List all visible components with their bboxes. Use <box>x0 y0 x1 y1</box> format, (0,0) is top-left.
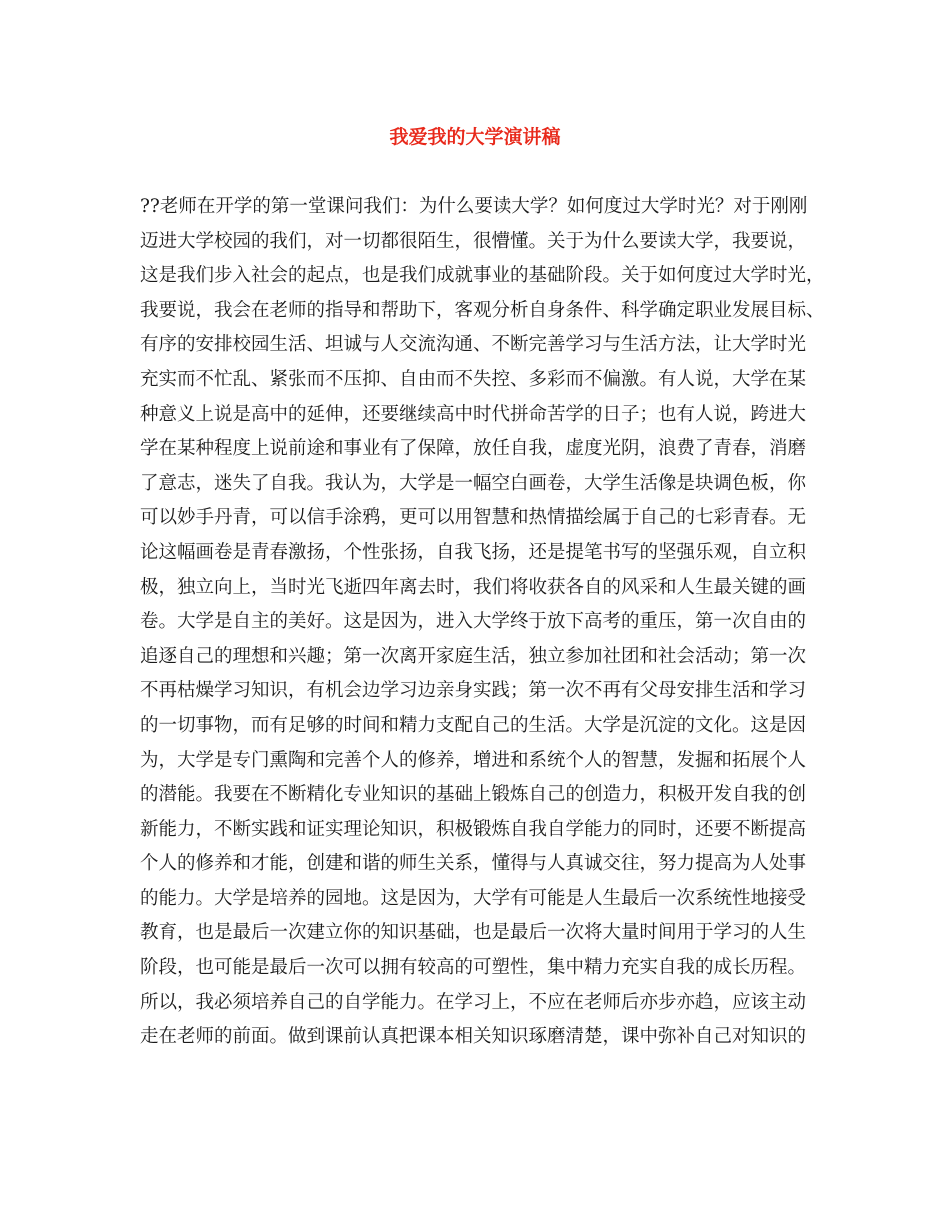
body-line: 的能力。大学是培养的园地。这是因为，大学有可能是人生最后一次系统性地接受 <box>140 887 807 909</box>
body-line: ??老师在开学的第一堂课问我们：为什么要读大学？如何度过大学时光？对于刚刚 <box>140 196 808 217</box>
document-title: 我爱我的大学演讲稿 <box>389 126 561 148</box>
body-line: 了意志，迷失了自我。我认为，大学是一幅空白画卷，大学生活像是块调色板，你 <box>140 472 807 494</box>
body-line: 学在某种程度上说前途和事业有了保障，放任自我，虚度光阴，浪费了青春，消磨 <box>140 438 807 460</box>
body-line: 这是我们步入社会的起点，也是我们成就事业的基础阶段。关于如何度过大学时光， <box>140 265 825 287</box>
body-line: 的一切事物，而有足够的时间和精力支配自己的生活。大学是沉淀的文化。这是因 <box>140 714 807 736</box>
body-line: 不再枯燥学习知识，有机会边学习边亲身实践；第一次不再有父母安排生活和学习 <box>140 680 807 702</box>
body-line: 迈进大学校园的我们，对一切都很陌生，很懵懂。关于为什么要读大学，我要说， <box>140 230 807 252</box>
body-line: 走在老师的前面。做到课前认真把课本相关知识琢磨清楚，课中弥补自己对知识的 <box>140 1026 807 1048</box>
body-line: 所以，我必须培养自己的自学能力。在学习上，不应在老师后亦步亦趋，应该主动 <box>140 991 807 1013</box>
body-line: 教育，也是最后一次建立你的知识基础，也是最后一次将大量时间用于学习的人生 <box>140 922 807 944</box>
body-line: 卷。大学是自主的美好。这是因为，进入大学终于放下高考的重压，第一次自由的 <box>140 611 807 633</box>
body-line: 种意义上说是高中的延伸，还要继续高中时代拼命苦学的日子；也有人说，跨进大 <box>140 403 807 425</box>
body-line: 有序的安排校园生活、坦诚与人交流沟通、不断完善学习与生活方法，让大学时光 <box>140 334 807 356</box>
body-line: 可以妙手丹青，可以信手涂鸦，更可以用智慧和热情描绘属于自己的七彩青春。无 <box>140 507 807 529</box>
document-body <box>140 190 830 1055</box>
body-line: 我要说，我会在老师的指导和帮助下，客观分析自身条件、科学确定职业发展目标、 <box>140 299 825 321</box>
body-line: 为，大学是专门熏陶和完善个人的修养，增进和系统个人的智慧，发掘和拓展个人 <box>140 749 807 771</box>
body-line: 的潜能。我要在不断精化专业知识的基础上锻炼自己的创造力，积极开发自我的创 <box>140 784 807 806</box>
body-line: 阶段，也可能是最后一次可以拥有较高的可塑性，集中精力充实自我的成长历程。 <box>140 957 807 979</box>
body-line: 极，独立向上，当时光飞逝四年离去时，我们将收获各自的风采和人生最关键的画 <box>140 576 807 598</box>
body-line: 论这幅画卷是青春激扬，个性张扬，自我飞扬，还是提笔书写的坚强乐观，自立积 <box>140 541 807 563</box>
body-line: 充实而不忙乱、紧张而不压抑、自由而不失控、多彩而不偏激。有人说，大学在某 <box>140 368 807 390</box>
body-line: 新能力，不断实践和证实理论知识，积极锻炼自我自学能力的同时，还要不断提高 <box>140 818 807 840</box>
body-line: 追逐自己的理想和兴趣；第一次离开家庭生活，独立参加社团和社会活动；第一次 <box>140 645 807 667</box>
body-line: 个人的修养和才能，创建和谐的师生关系，懂得与人真诚交往，努力提高为人处事 <box>140 853 807 875</box>
